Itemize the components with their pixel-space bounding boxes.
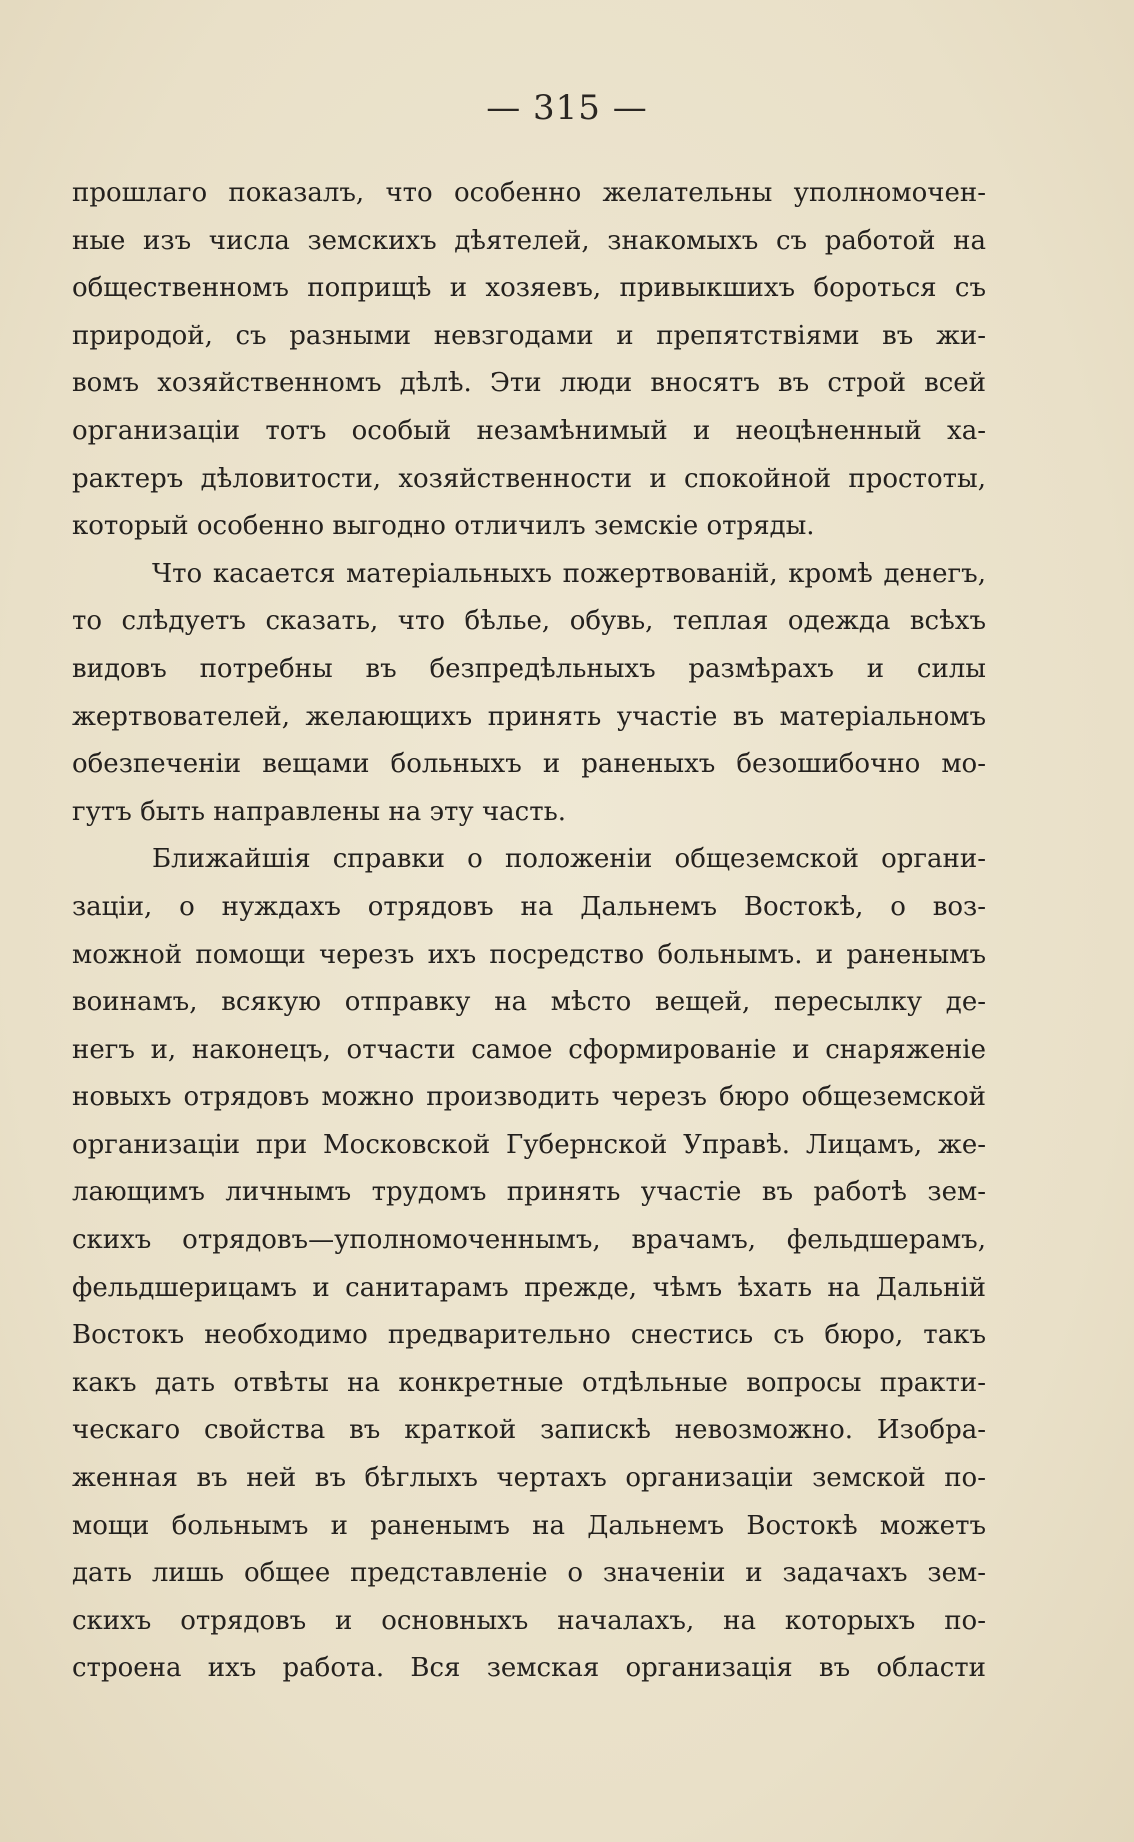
text-line: то слѣдуетъ сказать, что бѣлье, обувь, теплая одежда всѣхъ [72,606,986,637]
text-line: ные изъ числа земскихъ дѣятелей, знакомыхъ съ работой на [72,225,986,256]
text-line: какъ дать отвѣты на конкретные отдѣльные вопросы практи- [72,1367,986,1398]
text-line: дать лишь общее представленіе о значеніи и задачахъ зем- [72,1558,986,1589]
text-line: негъ и, наконецъ, отчасти самое сформированіе и снаряженіе [72,1034,986,1065]
body-text [72,170,986,1693]
text-line: гутъ быть направлены на эту часть. [72,796,567,827]
text-line: скихъ отрядовъ—уполномоченнымъ, врачамъ, фельдшерамъ, [72,1225,986,1256]
text-line: можной помощи черезъ ихъ посредство больнымъ. и раненымъ [72,939,986,970]
text-line: общественномъ поприщѣ и хозяевъ, привыкшихъ бороться съ [72,273,986,304]
text-line: видовъ потребны въ безпредѣльныхъ размѣрахъ и силы [72,653,986,684]
text-line: Востокъ необходимо предварительно снестись съ бюро, такъ [72,1320,986,1351]
page-number: — 315 — [486,88,648,128]
text-line: жертвователей, желающихъ принять участіе въ матеріальномъ [72,701,986,732]
text-line: фельдшерицамъ и санитарамъ прежде, чѣмъ ѣхать на Дальній [72,1272,986,1303]
text-line: женная въ ней въ бѣглыхъ чертахъ организаціи земской по- [72,1463,986,1494]
text-line: воинамъ, всякую отправку на мѣсто вещей, пересылку де- [72,987,986,1018]
text-line: который особенно выгодно отличилъ земскіе отряды. [72,511,815,542]
text-line: организаціи тотъ особый незамѣнимый и неоцѣненный ха- [72,415,986,446]
text-line: строена ихъ работа. Вся земская организація въ области [72,1653,986,1684]
text-line: организаціи при Московской Губернской Управѣ. Лицамъ, же- [72,1129,986,1160]
text-line: ческаго свойства въ краткой запискѣ невозможно. Изобра- [72,1415,986,1446]
text-line: лающимъ личнымъ трудомъ принять участіе въ работѣ зем- [72,1177,986,1208]
text-line: новыхъ отрядовъ можно производить черезъ бюро общеземской [72,1082,986,1113]
text-line: природой, съ разными невзгодами и препятствіями въ жи- [72,320,986,351]
text-line: вомъ хозяйственномъ дѣлѣ. Эти люди вносятъ въ строй всей [72,368,986,399]
text-line: Что касается матеріальныхъ пожертвованій, кромѣ денегъ, [152,558,986,589]
text-line: обезпеченіи вещами больныхъ и раненыхъ безошибочно мо- [72,749,986,780]
text-line: Ближайшія справки о положеніи общеземской органи- [152,844,986,875]
text-line: рактеръ дѣловитости, хозяйственности и спокойной простоты, [72,463,986,494]
text-line: скихъ отрядовъ и основныхъ началахъ, на которыхъ по- [72,1605,986,1636]
text-line: заціи, о нуждахъ отрядовъ на Дальнемъ Востокѣ, о воз- [72,891,986,922]
text-line: мощи больнымъ и раненымъ на Дальнемъ Востокѣ можетъ [72,1510,986,1541]
text-line: прошлаго показалъ, что особенно желательны уполномочен- [72,178,986,208]
